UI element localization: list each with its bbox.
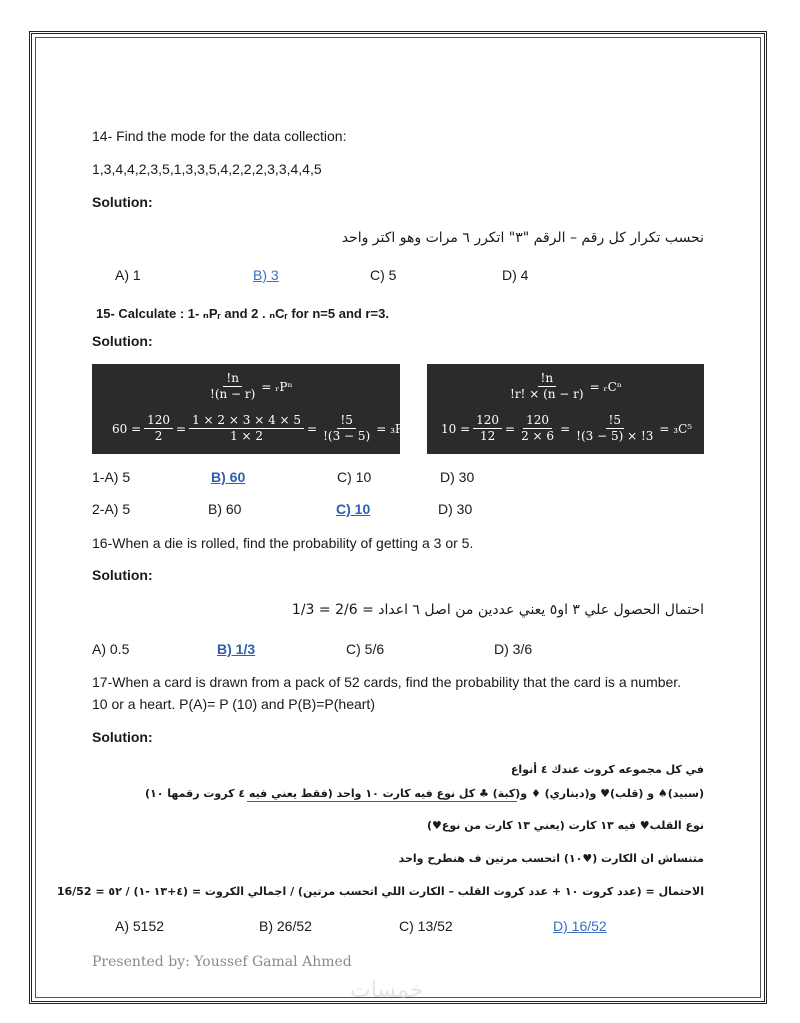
q16-option-c: C) 5/6 [346,641,385,657]
q14-option-d: D) 4 [502,267,529,283]
q16-option-a: A) 0.5 [92,641,130,657]
q14-solution-label: Solution: [92,194,153,210]
q17-explain-line2: (سبيد)♠ و (قلب)♥ و(ديناري) ♦ و(كبة) ♣ كل نوع فيه كارت ١٠ واحد (فقط يعني فيه ٤ كروت رقمها ١٠) [144,787,704,800]
q14-option-b-correct: B) 3 [253,267,279,283]
q17-explain-line1: في كل مجموعه كروت عندك ٤ أنواع [510,763,704,776]
q15-2-option-a: 2-A) 5 [92,501,131,517]
q16-title: 16-When a die is rolled, find the probability of getting a 3 or 5. [92,535,474,551]
q14-title: 14- Find the mode for the data collection: [92,128,347,144]
q15-1-option-d: D) 30 [440,469,475,485]
q15-1-option-a: 1-A) 5 [92,469,131,485]
q16-solution-label: Solution: [92,567,153,583]
q15-1-option-b-correct: B) 60 [211,469,246,485]
q16-option-d: D) 3/6 [494,641,533,657]
footer-credit: Presented by: Youssef Gamal Ahmed [92,954,352,970]
q17-explain-line3: نوع القلب♥ فيه ١٣ كارت (يعني ١٣ كارت من نوع♥) [426,819,704,832]
q14-option-a: A) 1 [115,267,141,283]
q17-title-line2: 10 or a heart. P(A)= P (10) and P(B)=P(heart) [92,696,375,712]
q17-line2-underline [247,801,517,802]
q17-title-line1: 17-When a card is drawn from a pack of 52 cards, find the probability that the card is a number. [92,674,682,690]
q16-option-b-correct: B) 1/3 [217,641,256,657]
q15-1-option-c: C) 10 [337,469,372,485]
q15-2-option-c-correct: C) 10 [336,501,371,517]
permutation-formula-box: $\frac{!n}{!(n - r)}$ = ᵣPⁿ 60 = $\frac{120}{2}$ = $\frac{1 \times 2 \times 3 \times 4 \times 5}{1 \times 2}$ = $\frac{!5}{!(3 - 5)}$ = ₃P⁵ [92,364,400,454]
q17-option-b: B) 26/52 [259,918,312,934]
q17-explain-line5: الاحتمال = (عدد كروت ١٠ + عدد كروت القلب – الكارت اللي اتحسب مرتين) / اجمالي الكروت = (٤+١٣ -١) / ٥٢ = 16/52 [56,885,704,898]
watermark: خمسات [350,978,424,1003]
q14-data: 1,3,4,4,2,3,5,1,3,3,5,4,2,2,2,3,3,4,4,5 [92,161,322,177]
q17-explain-line4: متنساش ان الكارت (♥١٠) اتحسب مرتين ف هنطرح واحد [398,852,704,865]
combination-formula-box: $\frac{!n}{!r! \times (n - r)}$ = ᵣCⁿ 10 = $\frac{120}{12}$ = $\frac{120}{2 \times 6}$ = $\frac{!5}{!(3 - 5) \times !3}$ = ₃C⁵ [427,364,704,454]
q15-2-option-b: B) 60 [208,501,242,517]
q14-explanation: نحسب تكرار كل رقم – الرقم "٣" اتكرر ٦ مرات وهو اكتر واحد [341,230,704,246]
q15-title: 15- Calculate : 1- ₙPᵣ and 2 . ₙCᵣ for n=5 and r=3. [96,306,389,321]
q17-option-a: A) 5152 [115,918,165,934]
q17-solution-label: Solution: [92,729,153,745]
q16-explanation: احتمال الحصول علي ٣ او٥ يعني عددين من اصل ٦ اعداد = 2/6 = 1/3 [291,602,704,618]
q17-option-d-correct: D) 16/52 [553,918,607,934]
q15-2-option-d: D) 30 [438,501,473,517]
q17-option-c: C) 13/52 [399,918,453,934]
q15-solution-label: Solution: [92,333,153,349]
q14-option-c: C) 5 [370,267,397,283]
